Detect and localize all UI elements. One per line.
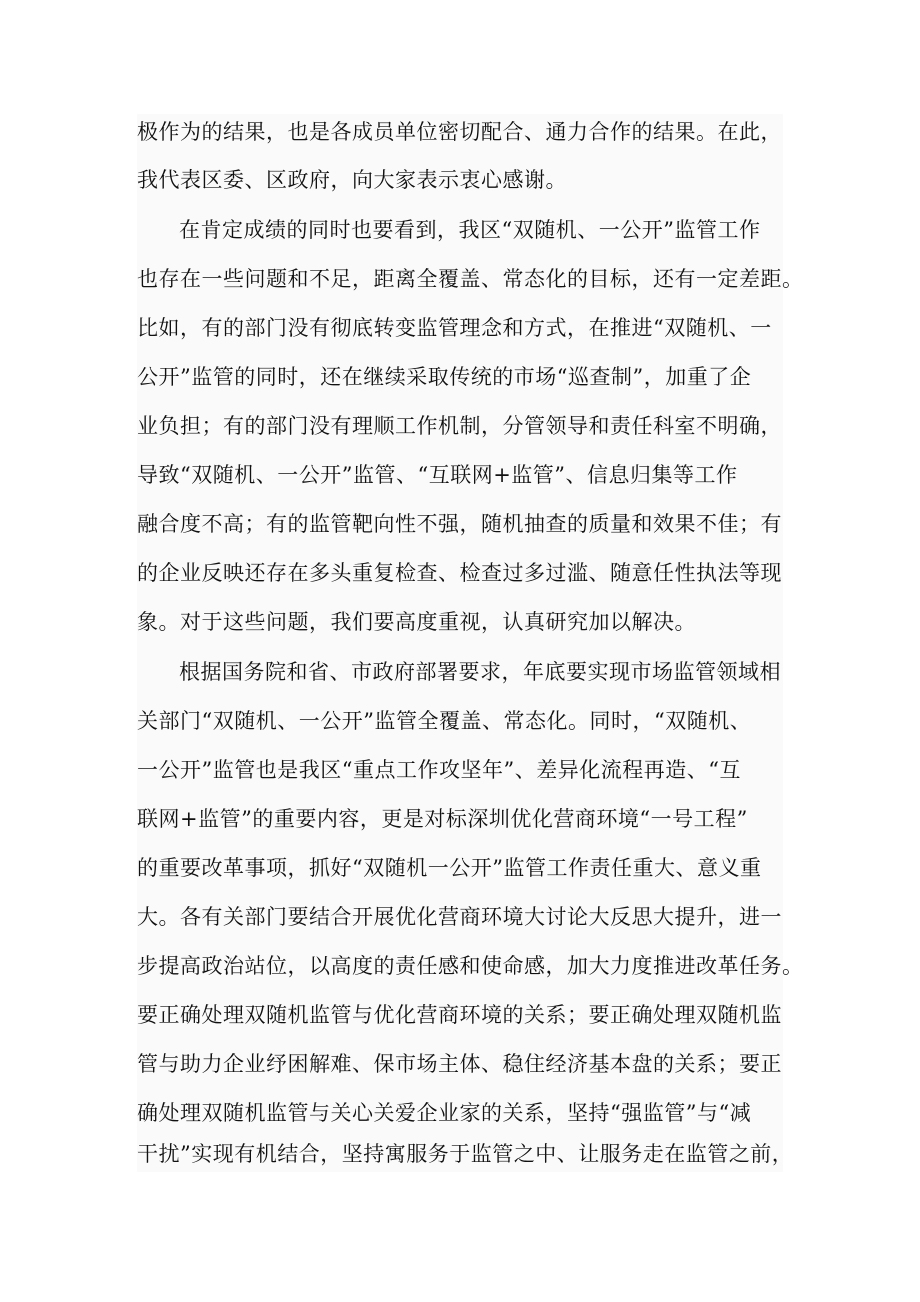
paragraph-start-line: 在肯定成绩的同时也要看到，我区“双随机、一公开”监管工作: [179, 218, 761, 242]
text-line: 干扰”实现有机结合，坚持寓服务于监管之中、让服务走在监管之前，: [137, 1142, 794, 1166]
text-line: 要正确处理双随机监管与优化营商环境的关系；要正确处理双随机监: [137, 1003, 782, 1027]
text-line: 公开”监管的同时，还在继续采取传统的市场“巡查制”，加重了企: [137, 365, 752, 389]
text-line: 管与助力企业纾困解难、保市场主体、稳住经济基本盘的关系；要正: [137, 1052, 782, 1076]
text-line: 的企业反映还存在多头重复检查、检查过多过滥、随意任性执法等现: [137, 561, 782, 585]
text-line: 一公开”监管也是我区“重点工作攻坚年”、差异化流程再造、“互: [137, 758, 741, 782]
text-line: 象。对于这些问题，我们要高度重视，认真研究加以解决。: [137, 610, 696, 634]
text-line: 大。各有关部门要结合开展优化营商环境大讨论大反思大提升，进一: [137, 905, 782, 929]
text-line: 的重要改革事项，抓好“双随机一公开”监管工作责任重大、意义重: [137, 856, 762, 880]
text-line: 确处理双随机监管与关心关爱企业家的关系，坚持“强监管”与“减: [137, 1101, 752, 1125]
text-line: 步提高政治站位，以高度的责任感和使命感，加大力度推进改革任务。: [137, 954, 804, 978]
paragraph-start-line: 根据国务院和省、市政府部署要求，年底要实现市场监管领域相: [179, 660, 781, 684]
text-line: 比如，有的部门没有彻底转变监管理念和方式，在推进“双随机、一: [137, 316, 772, 340]
text-line: 极作为的结果，也是各成员单位密切配合、通力合作的结果。在此，: [137, 120, 782, 144]
text-line: 融合度不高；有的监管靶向性不强，随机抽查的质量和效果不佳；有: [137, 512, 782, 536]
text-line: 联网+监管”的重要内容，更是对标深圳优化营商环境“一号工程”: [137, 807, 748, 831]
document-body: [137, 114, 804, 1172]
text-line: 也存在一些问题和不足，距离全覆盖、常态化的目标，还有一定差距。: [137, 267, 804, 291]
text-line: 我代表区委、区政府，向大家表示衷心感谢。: [137, 168, 567, 192]
text-line: 关部门“双随机、一公开”监管全覆盖、常态化。同时，“双随机、: [137, 709, 752, 733]
text-line: 导致“双随机、一公开”监管、“互联网+监管”、信息归集等工作: [137, 463, 738, 487]
text-line: 业负担；有的部门没有理顺工作机制，分管领导和责任科室不明确，: [137, 414, 782, 438]
